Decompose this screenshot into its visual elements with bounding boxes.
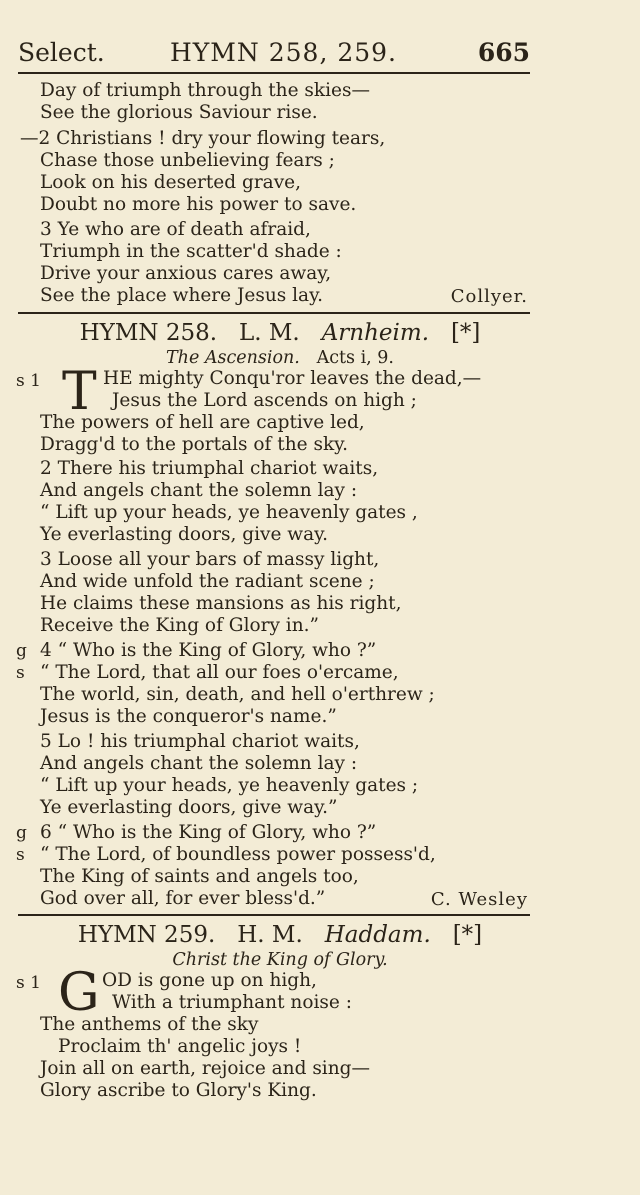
verse-line: HE mighty Conqu'ror leaves the dead,—	[103, 368, 482, 389]
running-header	[18, 38, 530, 72]
verse-line: See the place where Jesus lay.	[40, 285, 323, 306]
verse-line: The powers of hell are captive led,	[40, 412, 365, 433]
dynamic-mark: g	[16, 823, 27, 843]
verse-line: Ye everlasting doors, give way.”	[40, 797, 338, 818]
verse-line: He claims these mansions as his right,	[40, 593, 402, 614]
verse-line: Receive the King of Glory in.”	[40, 615, 319, 636]
author-attribution: Collyer.	[450, 286, 528, 307]
hymn-meter: L. M.	[238, 320, 300, 346]
verse-line: The anthems of the sky	[40, 1014, 259, 1035]
dynamic-mark: s	[16, 845, 25, 865]
verse-line: “ The Lord, that all our foes o'ercame,	[40, 662, 399, 683]
verse-line: “ Lift up your heads, ye heavenly gates ,	[40, 502, 418, 523]
verse-line: Jesus is the conqueror's name.”	[40, 706, 337, 727]
verse-line: The world, sin, death, and hell o'erthrew ;	[40, 684, 435, 705]
verse-line: OD is gone up on high,	[102, 970, 317, 991]
verse-line: Proclaim th' angelic joys !	[58, 1036, 302, 1057]
verse-line: 6 “ Who is the King of Glory, who ?”	[40, 822, 377, 843]
hymn-title	[0, 922, 560, 948]
subtitle-text: The Ascension.	[166, 348, 300, 368]
section-rule	[18, 312, 530, 314]
verse-line: Join all on earth, rejoice and sing—	[40, 1058, 370, 1079]
verse-line: With a triumphant noise :	[112, 992, 352, 1013]
hymn-number: HYMN 259.	[77, 922, 216, 948]
verse-line: Doubt no more his power to save.	[40, 194, 357, 215]
verse-line: 3 Ye who are of death afraid,	[40, 219, 311, 240]
section-rule	[18, 914, 530, 916]
verse-line: 3 Loose all your bars of massy light,	[40, 549, 380, 570]
section-label: Select.	[18, 38, 105, 67]
drop-cap: G	[58, 963, 100, 1023]
dynamic-mark: s 1	[16, 371, 41, 391]
verse-line: 4 “ Who is the King of Glory, who ?”	[40, 640, 377, 661]
verse-line: And angels chant the solemn lay :	[40, 480, 358, 501]
verse-line: Glory ascribe to Glory's King.	[40, 1080, 317, 1101]
verse-line: Look on his deserted grave,	[40, 172, 301, 193]
scripture-reference: Acts i, 9.	[316, 348, 394, 368]
star-mark: [*]	[450, 320, 481, 346]
verse-line: And angels chant the solemn lay :	[40, 753, 358, 774]
tune-name: Arnheim.	[321, 320, 430, 346]
star-mark: [*]	[452, 922, 483, 948]
author-attribution: C. Wesley	[430, 889, 528, 910]
hymn-title	[0, 320, 560, 346]
verse-line: See the glorious Saviour rise.	[40, 102, 318, 123]
verse-line: Ye everlasting doors, give way.	[40, 524, 329, 545]
verse-line: And wide unfold the radiant scene ;	[40, 571, 375, 592]
page-number: 665	[477, 38, 530, 67]
verse-line: Chase those unbelieving fears ;	[40, 150, 335, 171]
verse-line: Jesus the Lord ascends on high ;	[112, 390, 417, 411]
drop-cap: T	[62, 362, 97, 422]
subtitle-text: Christ the King of Glory.	[172, 950, 388, 970]
hymn-meter: H. M.	[237, 922, 303, 948]
verse-line: 2 There his triumphal chariot waits,	[40, 458, 379, 479]
header-rule	[18, 72, 530, 74]
verse-line: Triumph in the scatter'd shade :	[40, 241, 342, 262]
verse-line: God over all, for ever bless'd.”	[40, 888, 326, 909]
verse-line: —2 Christians ! dry your flowing tears,	[20, 128, 386, 149]
dynamic-mark: s 1	[16, 973, 41, 993]
verse-line: Dragg'd to the portals of the sky.	[40, 434, 349, 455]
verse-line: The King of saints and angels too,	[40, 866, 359, 887]
hymn-number: HYMN 258.	[79, 320, 218, 346]
verse-line: “ The Lord, of boundless power possess'd,	[40, 844, 436, 865]
dynamic-mark: g	[16, 641, 27, 661]
verse-line: 5 Lo ! his triumphal chariot waits,	[40, 731, 360, 752]
verse-line: “ Lift up your heads, ye heavenly gates ;	[40, 775, 419, 796]
dynamic-mark: s	[16, 663, 25, 683]
tune-name: Haddam.	[324, 922, 431, 948]
verse-line: Drive your anxious cares away,	[40, 263, 332, 284]
header-title: HYMN 258, 259.	[170, 38, 398, 67]
verse-line: Day of triumph through the skies—	[40, 80, 370, 101]
